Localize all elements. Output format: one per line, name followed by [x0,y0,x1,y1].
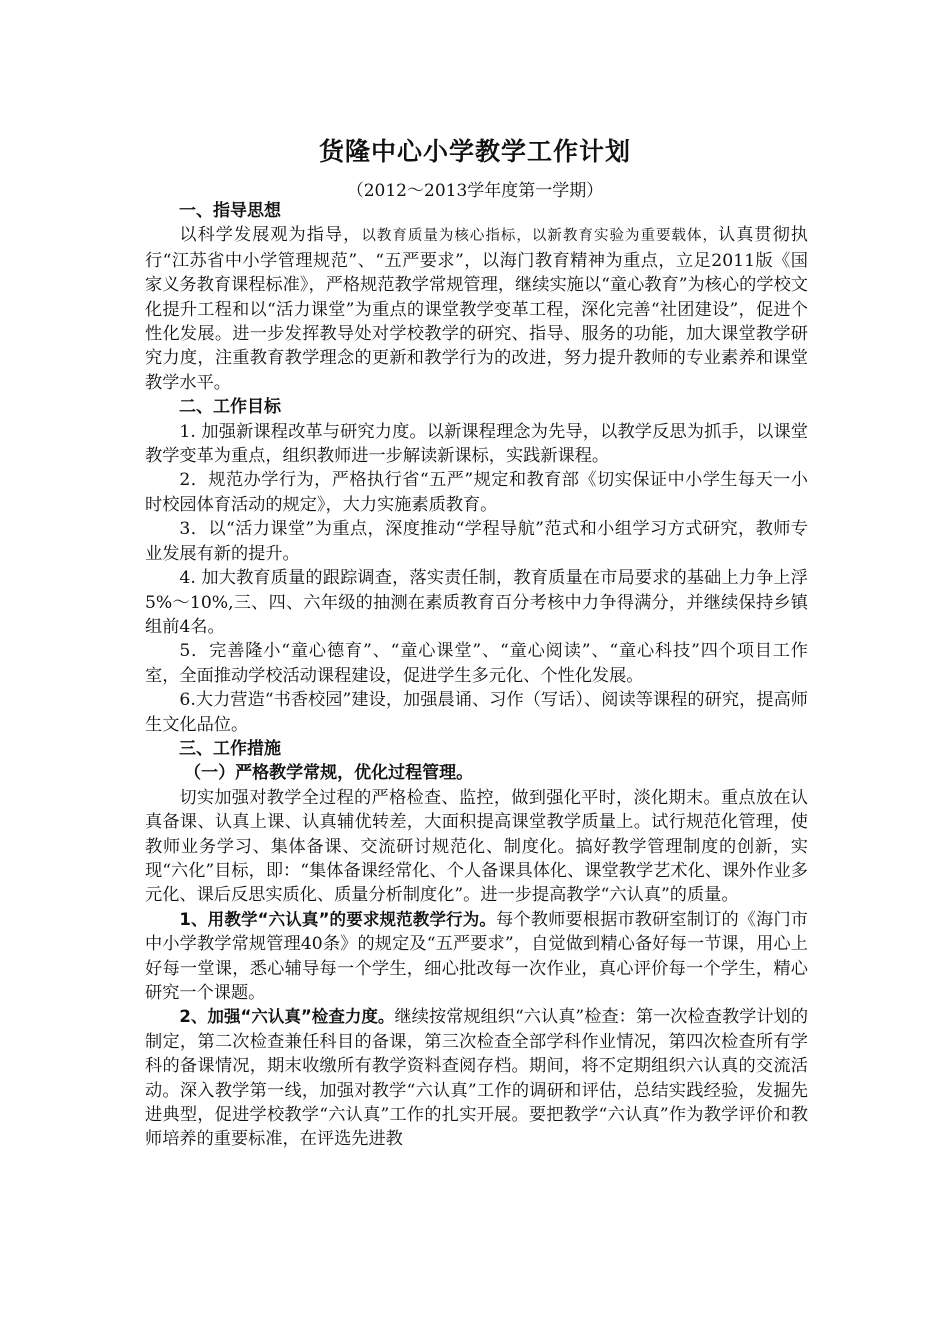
measure-item-1-text: 每个教师要根据市教研室制订的《海门市中小学教学常规管理40条》的规定及“五严要求”，自觉做到精心备好每一节课，用心上好每一堂课，悉心辅导每一个学生，细心批改每一次作业，真心评价每一个学生，精心研究一个课题。 [145,909,808,1003]
goal-item-4: 4. 加大教育质量的跟踪调查，落实责任制，教育质量在市局要求的基础上力争上浮5%～10%,三、四、六年级的抽测在素质教育百分考核中力争得满分，并继续保持乡镇组前4名。 [145,568,808,637]
goal-item-6: 6.大力营造“书香校园”建设，加强晨诵、习作（写话）、阅读等课程的研究，提高师生文化品位。 [145,690,808,735]
document-subtitle: （2012～2013学年度第一学期） [346,181,604,201]
subsection-heading-1: （一）严格教学常规，优化过程管理。 [184,763,474,784]
paragraph-measures-intro: 切实加强对教学全过程的严格检查、监控，做到强化平时，淡化期末。重点放在认真备课、认真上课、认真辅优转差，大面积提高课堂教学质量上。试行规范化管理，使教师业务学习、集体备课、交流研讨规范化、制度化。搞好教学管理制度的创新，实现“六化”目标，即：“集体备课经常化、个人备课具体化、课堂教学艺术化、课外作业多元化、课后反思实质化、质量分析制度化”。进一步提高教学“六认真”的质量。 [145,787,808,906]
goal-item-2: 2．规范办学行为，严格执行省“五严”规定和教育部《切实保证中小学生每天一小时校园体育活动的规定》，大力实施素质教育。 [145,470,808,515]
text-run: 以科学发展观为指导， [179,225,362,246]
section-heading-work-goals: 二、工作目标 [179,397,281,418]
measure-item-1-lead: 1、用教学“六认真”的要求规范教学行为。 [179,909,497,929]
goal-item-1: 1. 加强新课程改革与研究力度。以新课程理念为先导，以教学反思为抓手，以课堂教学变革为重点，组织教师进一步解读新课标，实践新课程。 [145,421,808,467]
measure-item-1 [145,908,808,1006]
paragraph-guiding-ideology [145,223,808,395]
measure-item-2 [145,1005,808,1151]
measure-item-2-text: 继续按常规组织“六认真”检查：第一次检查教学计划的制定，第二次检查兼任科目的备课，第三次检查全部学科作业情况，第四次检查所有学科的备课情况，期末收缴所有教学资料查阅存档。期间，将不定期组织六认真的交流活动。深入教学第一线，加强对教学“六认真”工作的调研和评估，总结实践经验，发掘先进典型，促进学校教学“六认真”工作的扎实开展。要把教学“六认真”作为教学评价和教师培养的重要标准，在评选先进教 [145,1007,809,1150]
goal-item-5: 5．完善隆小“童心德育”、“童心课堂”、“童心阅读”、“童心科技”四个项目工作室，全面推动学校活动课程建设，促进学生多元化、个性化发展。 [145,641,808,686]
document-title: 货隆中心小学教学工作计划 [318,137,631,166]
text-run: 认真贯彻执行“江苏省中小学管理规范”、“五严要求”，以海门教育精神为重点，立足2011版《国家义务教育课程标准》，严格规范教学常规管理，继续实施以“童心教育”为核心的学校文化提升工程和以“活力课堂”为重点的课堂教学变革工程，深化完善“社团建设”，促进个性化发展。进一步发挥教导处对学校教学的研究、指导、服务的功能，加大课堂教学研究力度，注重教育教学理念的更新和教学行为的改进，努力提升教师的专业素养和课堂教学水平。 [145,225,808,393]
section-heading-guiding-ideology: 一、指导思想 [179,201,281,221]
document-body [145,199,808,1152]
goal-item-3: 3．以“活力课堂”为重点，深度推动“学程导航”范式和小组学习方式研究，教师专业发展有新的提升。 [145,519,808,564]
text-run-small: 以教育质量为核心指标，以新教育实验为重要载体， [361,228,719,245]
measure-item-2-lead: 2、加强“六认真”检查力度。 [179,1007,395,1027]
section-heading-work-measures: 三、工作措施 [179,738,281,759]
